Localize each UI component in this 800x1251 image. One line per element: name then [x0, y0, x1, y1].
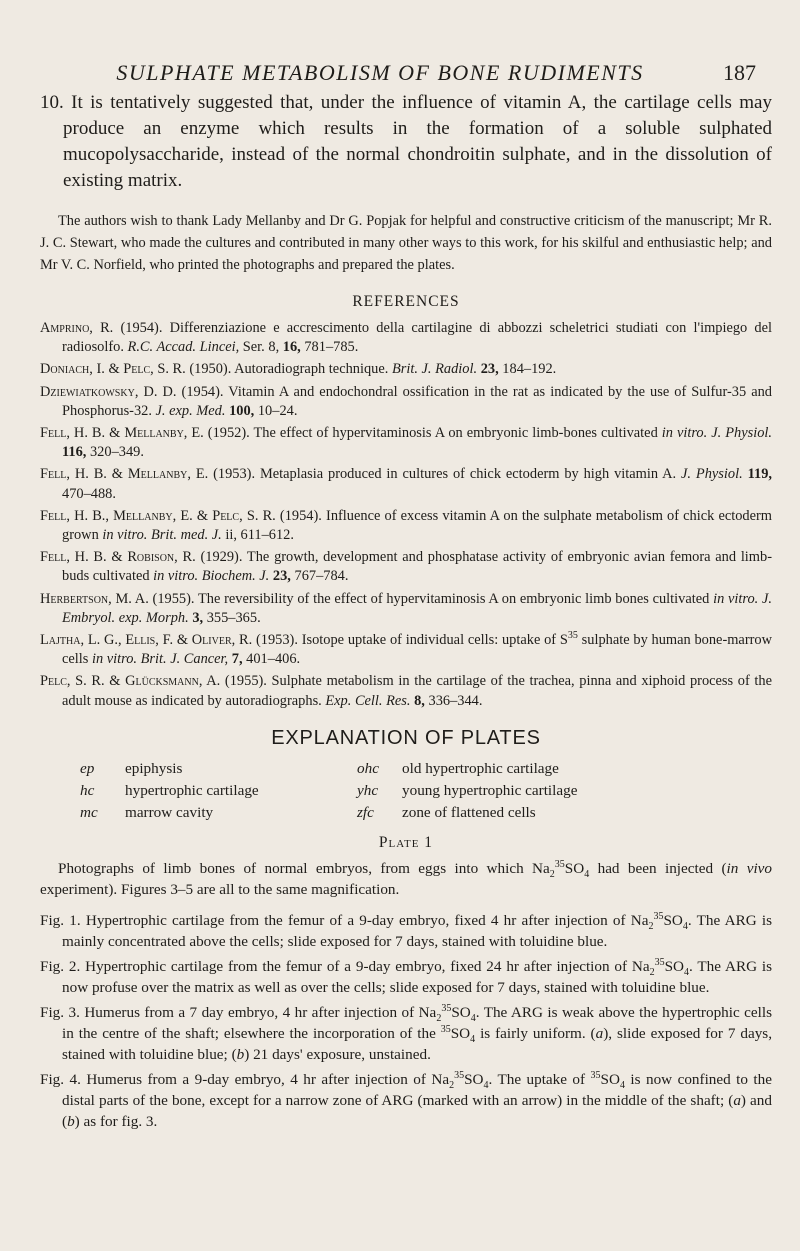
reference-authors: Lajtha, L. G., Ellis, F. & Oliver, R.	[40, 632, 253, 649]
abbreviation: ep	[80, 759, 95, 777]
reference-journal: in vitro. Brit. med. J.	[102, 527, 222, 544]
reference-volume: 116,	[62, 444, 87, 461]
reference-entry: Doniach, I. & Pelc, S. R. (1950). Autoradiograph technique. Brit. J. Radiol. 23, 184–192.	[40, 361, 557, 378]
reference-volume: 7,	[231, 651, 243, 668]
abbreviation-meaning: zone of flattened cells	[402, 803, 536, 821]
reference-volume: 119,	[747, 466, 772, 483]
reference-authors: Fell, H. B. & Mellanby, E.	[40, 425, 204, 442]
page-number: 187	[723, 60, 756, 85]
running-head	[40, 60, 760, 90]
running-head-title: SULPHATE METABOLISM OF BONE RUDIMENTS	[116, 60, 644, 85]
page-content	[40, 90, 772, 1136]
abbreviation-meaning: young hypertrophic cartilage	[402, 781, 578, 799]
reference-journal: Exp. Cell. Res.	[325, 692, 411, 709]
conclusion-paragraph: 10. It is tentatively suggested that, under the influence of vitamin A, the cartilage cells may produce an enzyme which results in the formation of a soluble sulphated mucopolysaccharide, instead of the normal chondroitin sulphate, and in the dissolution of existing matrix.	[40, 92, 772, 191]
reference-entry: Fell, H. B. & Mellanby, E. (1953). Metaplasia produced in cultures of chick ectoderm by high vitamin A. J. Physiol. 119, 470–488.	[40, 466, 772, 502]
reference-journal: in vitro. Biochem. J.	[153, 568, 270, 585]
reference-authors: Fell, H. B. & Mellanby, E.	[40, 466, 209, 483]
reference-authors: Pelc, S. R. & Glücksmann, A.	[40, 673, 221, 690]
abbreviation: hc	[80, 781, 95, 799]
reference-entry: Fell, H. B. & Mellanby, E. (1952). The effect of hypervitaminosis A on embryonic limb-bones cultivated in vitro. J. Physiol. 116, 320–349.	[40, 425, 772, 461]
figure-caption-3: Fig. 3. Humerus from a 7 day embryo, 4 hr after injection of $Na_2^{35}SO_4$. The ARG is weak above the hypertrophic cells in the centre of the shaft; elsewhere the incorporation of the $^{35}SO_4$ is fairly uniform. (a), slide exposed for 7 days, stained with toluidine blue; (b) 21 days' exposure, unstained.	[40, 1002, 773, 1063]
reference-entry: Fell, H. B., Mellanby, E. & Pelc, S. R. (1954). Influence of excess vitamin A on the sulphate metabolism of chick ectoderm grown in vitro. Brit. med. J. ii, 611–612.	[40, 507, 773, 544]
reference-volume: 16,	[282, 339, 301, 356]
explanation-heading: EXPLANATION OF PLATES	[271, 726, 541, 749]
reference-authors: Dziewiatkowsky, D. D.	[40, 383, 177, 400]
reference-authors: Herbertson, M. A.	[40, 590, 149, 607]
abbreviation: mc	[80, 803, 98, 821]
reference-list	[40, 319, 772, 711]
figure-caption-4: Fig. 4. Humerus from a 9-day embryo, 4 hr after injection of $Na_2^{35}SO_4$. The uptake of $^{35}SO_4$ is now confined to the distal parts of the bone, except for a narrow zone of ARG (marked with an arrow) in the middle of the shaft; (a) and (b) as for fig. 3.	[40, 1069, 772, 1130]
reference-entry: Dziewiatkowsky, D. D. (1954). Vitamin A and endochondral ossification in the rat as indicated by the use of Sulfur-35 and Phosphorus-32. J. exp. Med. 100, 10–24.	[40, 383, 772, 419]
acknowledgements-paragraph: The authors wish to thank Lady Mellanby and Dr G. Popjak for helpful and constructive criticism of the manuscript; Mr R. J. C. Stewart, who made the cultures and contributed in many other ways to this work, for his skilful and enthusiastic help; and Mr V. C. Norfield, who printed the photographs and prepared the plates.	[40, 213, 772, 273]
reference-authors: Amprino, R.	[40, 320, 114, 336]
reference-volume: 8,	[414, 692, 425, 709]
reference-authors: Fell, H. B., Mellanby, E. & Pelc, S. R.	[40, 507, 276, 524]
reference-entry: Amprino, R. (1954). Differenziazione e accrescimento della cartilagine di abbozzi scheletrici studiati con l'impiego del radiosolfo. R.C. Accad. Lincei, Ser. 8, 16, 781–785.	[40, 320, 773, 356]
reference-authors: Fell, H. B. & Robison, R.	[40, 549, 196, 566]
abbreviation: ohc	[357, 759, 379, 777]
reference-journal: J. Physiol.	[681, 466, 743, 483]
reference-journal: in vitro. J. Physiol.	[661, 425, 772, 442]
reference-entry: Fell, H. B. & Robison, R. (1929). The growth, development and phosphatase activity of embryonic avian femora and limb-buds cultivated in vitro. Biochem. J. 23, 767–784.	[40, 549, 772, 585]
figure-caption-1: Fig. 1. Hypertrophic cartilage from the femur of a 9-day embryo, fixed 4 hr after injection of $Na_2^{35}SO_4$. The ARG is mainly concentrated above the cells; slide exposed for 7 days, stained with toluidine blue.	[40, 910, 772, 950]
references-heading: REFERENCES	[352, 293, 460, 310]
abbreviation: zfc	[357, 803, 374, 821]
plate-heading: Plate 1	[378, 833, 434, 851]
abbreviation: yhc	[357, 781, 379, 799]
reference-entry: Pelc, S. R. & Glücksmann, A. (1955). Sulphate metabolism in the cartilage of the trachea, pinna and xiphoid process of the adult mouse as indicated by autoradiographs. Exp. Cell. Res. 8, 336–344.	[40, 673, 773, 709]
reference-journal: in vitro. Brit. J. Cancer,	[91, 651, 229, 668]
reference-entry: Lajtha, L. G., Ellis, F. & Oliver, R. (1953). Isotope uptake of individual cells: uptake of $S^{35}$ sulphate by human bone-marrow cells in vitro. Brit. J. Cancer, 7, 401–406.	[40, 630, 772, 668]
reference-volume: 23,	[272, 568, 291, 585]
abbreviation-meaning: hypertrophic cartilage	[125, 781, 259, 799]
reference-journal: R.C. Accad. Lincei,	[127, 339, 240, 356]
abbreviation-meaning: marrow cavity	[125, 803, 214, 821]
abbreviation-meaning: epiphysis	[125, 759, 183, 777]
reference-entry: Herbertson, M. A. (1955). The reversibility of the effect of hypervitaminosis A on embryonic limb bones cultivated in vitro. J. Embryol. exp. Morph. 3, 355–365.	[40, 590, 772, 626]
reference-authors: Doniach, I. & Pelc, S. R.	[40, 361, 186, 378]
plate-intro: Photographs of limb bones of normal embryos, from eggs into which $Na_2^{35}SO_4$ had been injected (in vivo experiment). Figures 3–5 are all to the same magnification.	[40, 858, 773, 898]
reference-volume: 23,	[480, 361, 499, 378]
reference-journal: in vitro. J. Embryol. exp. Morph.	[62, 590, 772, 626]
reference-journal: J. exp. Med.	[155, 402, 226, 419]
abbreviation-key	[80, 758, 772, 824]
abbreviation-meaning: old hypertrophic cartilage	[402, 759, 559, 777]
figure-caption-2: Fig. 2. Hypertrophic cartilage from the femur of a 9-day embryo, fixed 24 hr after injection of $Na_2^{35}SO_4$. The ARG is now profuse over the matrix as well as over the cells; slide exposed for 7 days, stained with toluidine blue.	[40, 956, 772, 996]
reference-volume: 100,	[229, 402, 255, 419]
reference-journal: Brit. J. Radiol.	[391, 361, 478, 378]
reference-volume: 3,	[192, 609, 204, 626]
